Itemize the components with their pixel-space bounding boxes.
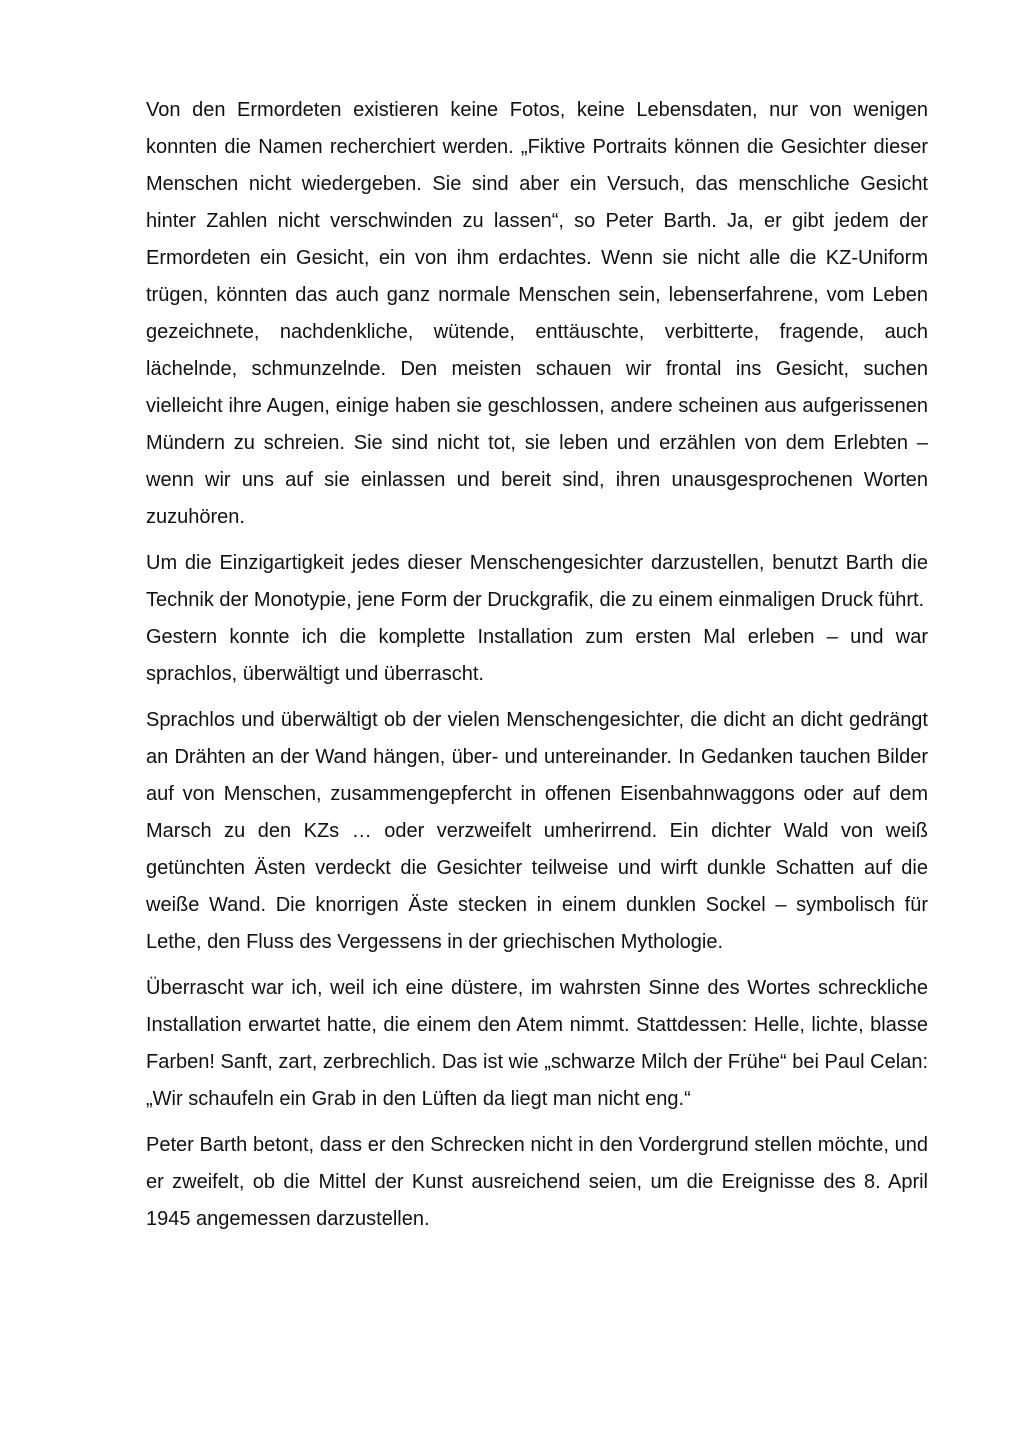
body-text <box>146 92 928 1247</box>
paragraph-portraits: Von den Ermordeten existieren keine Fotos, keine Lebensdaten, nur von wenigen konnten die Namen recherchiert werden. „Fiktive Portraits können die Gesichter dieser Menschen nicht wiedergeben. Sie sind aber ein Versuch, das menschliche Gesicht hinter Zahlen nicht verschwinden zu lassen“, so Peter Barth. Ja, er gibt jedem der Ermordeten ein Gesicht, ein von ihm erdachtes. Wenn sie nicht alle die KZ-Uniform trügen, könnten das auch ganz normale Menschen sein, lebenserfahrene, vom Leben gezeichnete, nachdenkliche, wütende, enttäuschte, verbitterte, fragende, auch lächelnde, schmunzelnde. Den meisten schauen wir frontal ins Gesicht, suchen vielleicht ihre Augen, einige haben sie geschlossen, andere scheinen aus aufgerissenen Mündern zu schreien. Sie sind nicht tot, sie leben und erzählen von dem Erlebten – wenn wir uns auf sie einlassen und bereit sind, ihren unausgesprochenen Worten zuzuhören. <box>146 99 928 528</box>
paragraph-monotypie: Um die Einzigartigkeit jedes dieser Menschengesichter darzustellen, benutzt Barth die Technik der Monotypie, jene Form der Druckgrafik, die zu einem einmaligen Druck führt. <box>146 552 928 611</box>
paragraph-sprachlos: Sprachlos und überwältigt ob der vielen Menschengesichter, die dicht an dicht gedrängt an Drähten an der Wand hängen, über- und untereinander. In Gedanken tauchen Bilder auf von Menschen, zusammengepfercht in offenen Eisenbahnwaggons oder auf dem Marsch zu den KZs … oder verzweifelt umherirrend. Ein dichter Wald von weiß getünchten Ästen verdeckt die Gesichter teilweise und wirft dunkle Schatten auf die weiße Wand. Die knorrigen Äste stecken in einem dunklen Sockel – symbolisch für Lethe, den Fluss des Vergessens in der griechischen Mythologie. <box>146 709 928 953</box>
paragraph-installation: Gestern konnte ich die komplette Installation zum ersten Mal erleben – und war sprachlos, überwältigt und überrascht. <box>146 626 928 685</box>
paragraph-peter-barth: Peter Barth betont, dass er den Schrecken nicht in den Vordergrund stellen möchte, und er zweifelt, ob die Mittel der Kunst ausreichend seien, um die Ereignisse des 8. April 1945 angemessen darzustellen. <box>146 1134 928 1230</box>
paragraph-ueberrascht: Überrascht war ich, weil ich eine düstere, im wahrsten Sinne des Wortes schreckliche Installation erwartet hatte, die einem den Atem nimmt. Stattdessen: Helle, lichte, blasse Farben! Sanft, zart, zerbrechlich. Das ist wie „schwarze Milch der Frühe“ bei Paul Celan: „Wir schaufeln ein Grab in den Lüften da liegt man nicht eng.“ <box>146 977 928 1110</box>
